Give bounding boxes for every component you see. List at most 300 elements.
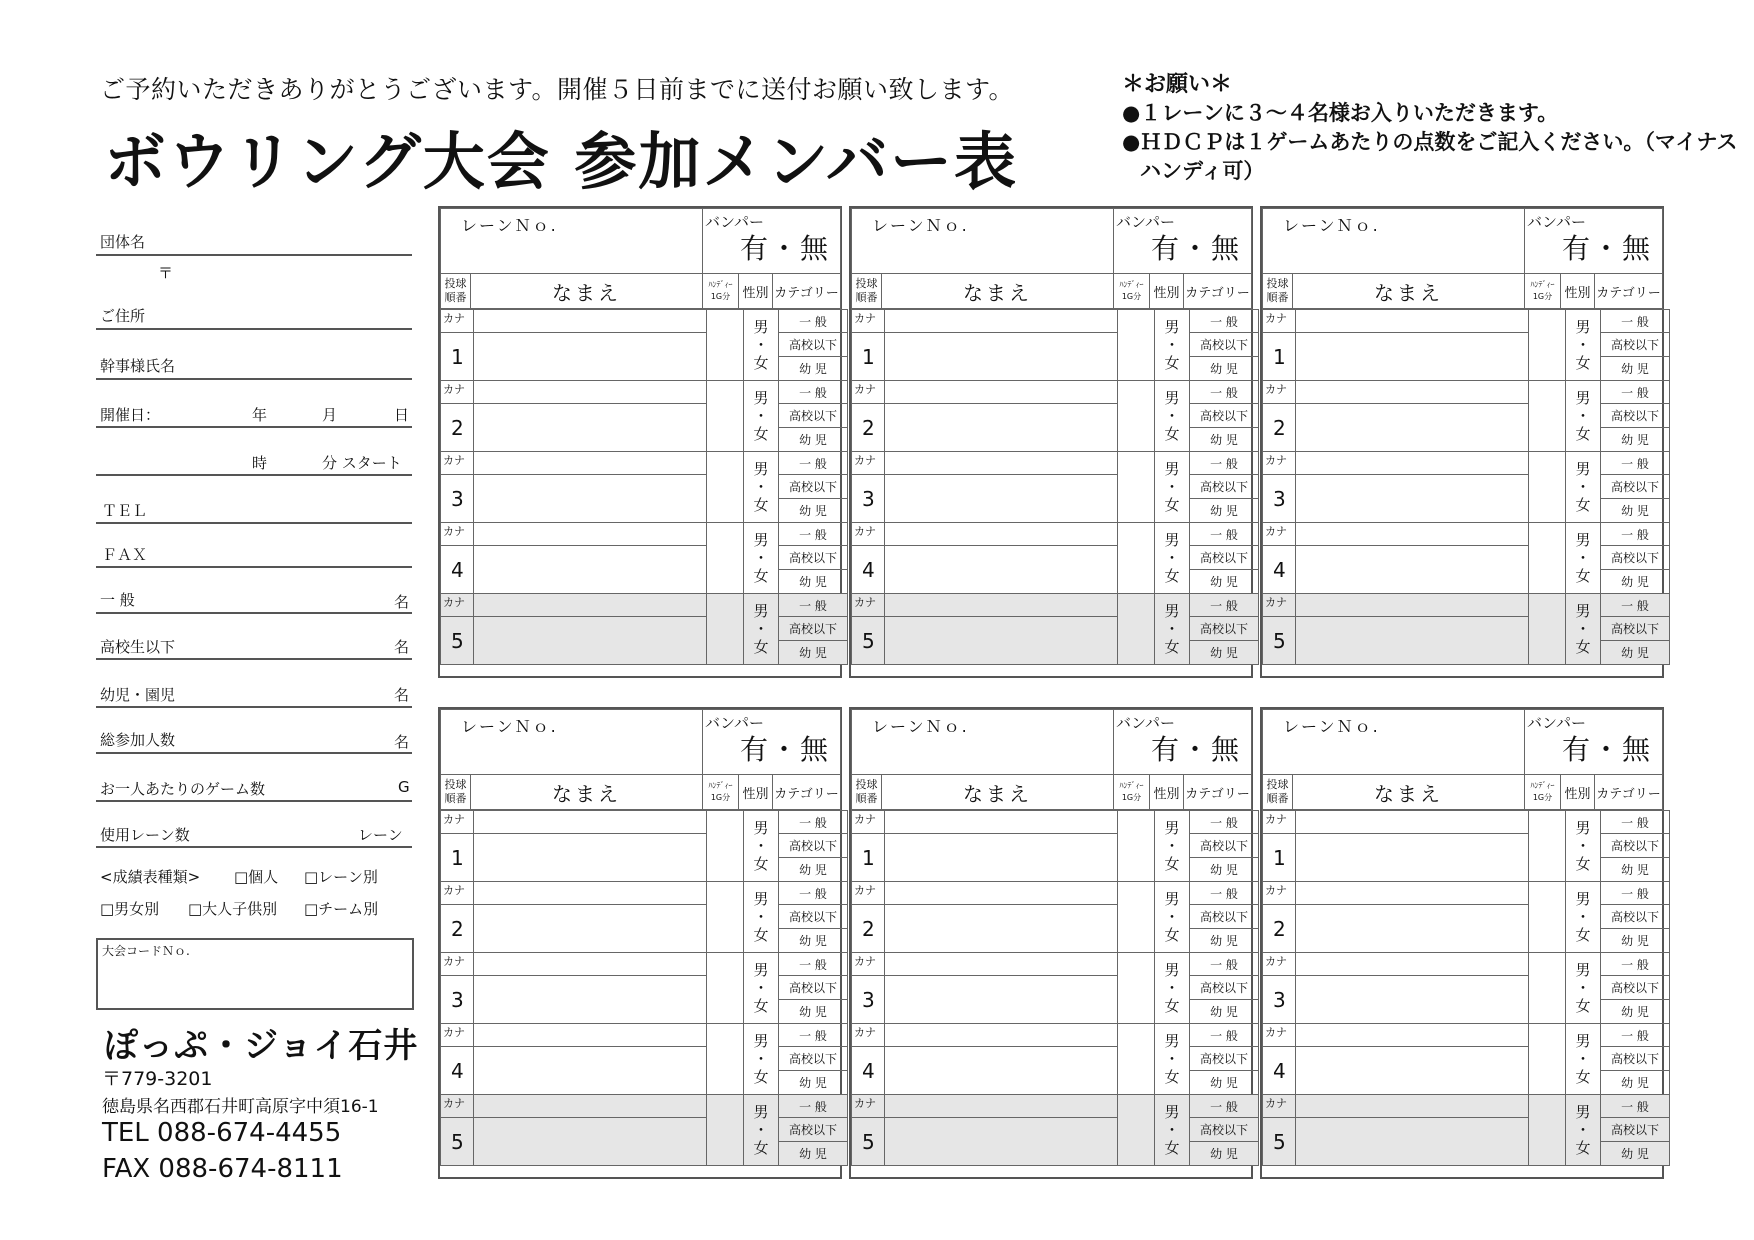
cat-highschool[interactable]: 高校以下 bbox=[779, 475, 848, 499]
kana-input[interactable] bbox=[474, 381, 707, 404]
cat-child[interactable]: 幼 児 bbox=[1190, 357, 1259, 381]
cat-highschool[interactable]: 高校以下 bbox=[779, 333, 848, 357]
total-count-field[interactable] bbox=[96, 752, 412, 754]
sex-select[interactable] bbox=[1566, 882, 1601, 953]
sex-select[interactable] bbox=[1155, 953, 1190, 1024]
cat-highschool[interactable]: 高校以下 bbox=[1190, 976, 1259, 1000]
lane-no-cell[interactable] bbox=[1263, 209, 1525, 274]
cat-highschool[interactable]: 高校以下 bbox=[1190, 546, 1259, 570]
name-input[interactable] bbox=[1296, 617, 1529, 665]
order-number: 4 bbox=[852, 546, 885, 594]
sex-select[interactable] bbox=[744, 452, 779, 523]
handicap-input[interactable] bbox=[707, 811, 744, 882]
kana-input[interactable] bbox=[474, 1024, 707, 1047]
name-input[interactable] bbox=[474, 546, 707, 594]
cat-highschool[interactable]: 高校以下 bbox=[1601, 475, 1670, 499]
sex-select[interactable] bbox=[1566, 452, 1601, 523]
handicap-input[interactable] bbox=[707, 381, 744, 452]
bumper-cell[interactable] bbox=[1114, 209, 1252, 274]
cat-general[interactable]: 一 般 bbox=[1190, 594, 1259, 617]
male-option: 男 bbox=[753, 1032, 769, 1050]
name-input[interactable] bbox=[885, 834, 1118, 882]
hour-label: 時 bbox=[252, 454, 268, 472]
year-label: 年 bbox=[252, 406, 268, 424]
cat-highschool[interactable]: 高校以下 bbox=[1190, 1047, 1259, 1071]
cat-child[interactable]: 幼 児 bbox=[1601, 1142, 1670, 1166]
sex-select[interactable] bbox=[744, 594, 779, 665]
kana-input[interactable] bbox=[885, 310, 1118, 333]
kana-input[interactable] bbox=[1296, 1095, 1529, 1118]
tournament-code-box[interactable] bbox=[96, 938, 414, 1010]
sex-select[interactable] bbox=[744, 1095, 779, 1166]
name-input[interactable] bbox=[885, 333, 1118, 381]
kana-input[interactable] bbox=[885, 381, 1118, 404]
cat-general[interactable]: 一 般 bbox=[779, 811, 848, 834]
player-row-2 bbox=[441, 381, 848, 452]
cat-general[interactable]: 一 般 bbox=[779, 953, 848, 976]
kana-input[interactable] bbox=[474, 953, 707, 976]
cat-general[interactable]: 一 般 bbox=[1601, 523, 1670, 546]
check-lane[interactable]: □レーン別 bbox=[304, 868, 378, 886]
lane-no-cell[interactable] bbox=[852, 710, 1114, 775]
handicap-header: ﾊﾝﾃﾞｨｰ1G分 bbox=[1114, 775, 1150, 810]
sex-select[interactable] bbox=[1566, 310, 1601, 381]
report-types-label: <成績表種類> bbox=[100, 868, 201, 886]
cat-highschool[interactable]: 高校以下 bbox=[1601, 1118, 1670, 1142]
name-input[interactable] bbox=[1296, 834, 1529, 882]
handicap-input[interactable] bbox=[707, 452, 744, 523]
handicap-input[interactable] bbox=[1118, 523, 1155, 594]
kana-input[interactable] bbox=[1296, 953, 1529, 976]
sex-select[interactable] bbox=[744, 953, 779, 1024]
name-input[interactable] bbox=[474, 1118, 707, 1166]
cat-child[interactable]: 幼 児 bbox=[779, 929, 848, 953]
cat-child[interactable]: 幼 児 bbox=[1601, 499, 1670, 523]
handicap-input[interactable] bbox=[707, 310, 744, 381]
sex-select[interactable] bbox=[1155, 523, 1190, 594]
handicap-input[interactable] bbox=[1529, 381, 1566, 452]
order-number: 4 bbox=[441, 1047, 474, 1095]
kana-input[interactable] bbox=[474, 882, 707, 905]
sex-select[interactable] bbox=[744, 811, 779, 882]
cat-child[interactable]: 幼 児 bbox=[1190, 1071, 1259, 1095]
name-input[interactable] bbox=[1296, 546, 1529, 594]
kana-input[interactable] bbox=[474, 811, 707, 834]
check-adult-child[interactable]: □大人子供別 bbox=[188, 900, 278, 918]
kana-label: カナ bbox=[1263, 523, 1296, 546]
cat-general[interactable]: 一 般 bbox=[1190, 452, 1259, 475]
cat-general[interactable]: 一 般 bbox=[1601, 452, 1670, 475]
cat-child[interactable]: 幼 児 bbox=[1601, 641, 1670, 665]
kana-input[interactable] bbox=[1296, 882, 1529, 905]
cat-highschool[interactable]: 高校以下 bbox=[1601, 404, 1670, 428]
cat-child[interactable]: 幼 児 bbox=[779, 1000, 848, 1024]
kana-input[interactable] bbox=[1296, 523, 1529, 546]
kana-input[interactable] bbox=[474, 594, 707, 617]
kana-input[interactable] bbox=[1296, 1024, 1529, 1047]
name-input[interactable] bbox=[474, 475, 707, 523]
cat-general[interactable]: 一 般 bbox=[1190, 811, 1259, 834]
sex-select[interactable] bbox=[1566, 811, 1601, 882]
cat-highschool[interactable]: 高校以下 bbox=[779, 617, 848, 641]
cat-general[interactable]: 一 般 bbox=[779, 1024, 848, 1047]
cat-general[interactable]: 一 般 bbox=[779, 1095, 848, 1118]
group-field[interactable] bbox=[96, 254, 412, 256]
address-field[interactable] bbox=[96, 328, 412, 330]
cat-general[interactable]: 一 般 bbox=[1601, 594, 1670, 617]
cat-child[interactable]: 幼 児 bbox=[1601, 357, 1670, 381]
cat-child[interactable]: 幼 児 bbox=[1190, 929, 1259, 953]
store-address: 徳島県名西郡石井町高原字中須16-1 bbox=[102, 1097, 379, 1117]
name-input[interactable] bbox=[885, 1047, 1118, 1095]
bumper-cell[interactable] bbox=[703, 209, 841, 274]
cat-child[interactable]: 幼 児 bbox=[1190, 570, 1259, 594]
cat-highschool[interactable]: 高校以下 bbox=[779, 1047, 848, 1071]
kana-input[interactable] bbox=[885, 1024, 1118, 1047]
kana-input[interactable] bbox=[474, 310, 707, 333]
bumper-cell[interactable] bbox=[1525, 209, 1663, 274]
handicap-input[interactable] bbox=[1118, 1095, 1155, 1166]
cat-general[interactable]: 一 般 bbox=[1601, 1024, 1670, 1047]
cat-child[interactable]: 幼 児 bbox=[779, 357, 848, 381]
bumper-cell[interactable] bbox=[1114, 710, 1252, 775]
kana-input[interactable] bbox=[885, 882, 1118, 905]
cat-child[interactable]: 幼 児 bbox=[1601, 1071, 1670, 1095]
kana-input[interactable] bbox=[885, 452, 1118, 475]
cat-general[interactable]: 一 般 bbox=[779, 381, 848, 404]
cat-child[interactable]: 幼 児 bbox=[1190, 499, 1259, 523]
handicap-input[interactable] bbox=[707, 594, 744, 665]
player-row-1 bbox=[441, 811, 848, 882]
kana-label: カナ bbox=[1263, 452, 1296, 475]
player-row-3 bbox=[1263, 452, 1670, 523]
sex-select[interactable] bbox=[1155, 381, 1190, 452]
name-input[interactable] bbox=[885, 905, 1118, 953]
name-input[interactable] bbox=[885, 475, 1118, 523]
bumper-label: バンパー bbox=[1116, 213, 1175, 231]
cat-general[interactable]: 一 般 bbox=[1190, 1024, 1259, 1047]
handicap-input[interactable] bbox=[707, 882, 744, 953]
lane-no-cell[interactable] bbox=[441, 209, 703, 274]
name-input[interactable] bbox=[474, 1047, 707, 1095]
cat-child[interactable]: 幼 児 bbox=[1190, 858, 1259, 882]
sex-select[interactable] bbox=[744, 381, 779, 452]
cat-child[interactable]: 幼 児 bbox=[1601, 1000, 1670, 1024]
cat-highschool[interactable]: 高校以下 bbox=[1601, 834, 1670, 858]
sex-select[interactable] bbox=[1155, 310, 1190, 381]
kana-input[interactable] bbox=[474, 452, 707, 475]
player-row-5 bbox=[1263, 1095, 1670, 1166]
cat-child[interactable]: 幼 児 bbox=[1190, 428, 1259, 452]
sex-select[interactable] bbox=[1155, 452, 1190, 523]
lane-no-label: レーンＮｏ. bbox=[1283, 216, 1380, 235]
sex-select[interactable] bbox=[744, 523, 779, 594]
cat-highschool[interactable]: 高校以下 bbox=[1190, 1118, 1259, 1142]
handicap-input[interactable] bbox=[1529, 953, 1566, 1024]
cat-child[interactable]: 幼 児 bbox=[779, 1142, 848, 1166]
female-option: 女 bbox=[1164, 1139, 1180, 1157]
kana-input[interactable] bbox=[885, 594, 1118, 617]
cat-general[interactable]: 一 般 bbox=[1190, 310, 1259, 333]
handicap-input[interactable] bbox=[1118, 452, 1155, 523]
name-input[interactable] bbox=[885, 617, 1118, 665]
player-row-3 bbox=[1263, 953, 1670, 1024]
player-row-3 bbox=[852, 452, 1259, 523]
handicap-input[interactable] bbox=[1118, 882, 1155, 953]
name-input[interactable] bbox=[1296, 976, 1529, 1024]
male-option: 男 bbox=[1164, 890, 1180, 908]
name-input[interactable] bbox=[885, 1118, 1118, 1166]
kana-input[interactable] bbox=[885, 1095, 1118, 1118]
sex-select[interactable] bbox=[1566, 523, 1601, 594]
cat-highschool[interactable]: 高校以下 bbox=[1601, 976, 1670, 1000]
male-option: 男 bbox=[1575, 1103, 1591, 1121]
cat-general[interactable]: 一 般 bbox=[1190, 523, 1259, 546]
cat-general[interactable]: 一 般 bbox=[779, 882, 848, 905]
female-option: 女 bbox=[1575, 1139, 1591, 1157]
sex-select[interactable] bbox=[1155, 882, 1190, 953]
cat-highschool[interactable]: 高校以下 bbox=[1601, 333, 1670, 357]
handicap-input[interactable] bbox=[1529, 523, 1566, 594]
name-input[interactable] bbox=[885, 976, 1118, 1024]
name-input[interactable] bbox=[474, 905, 707, 953]
cat-general[interactable]: 一 般 bbox=[779, 310, 848, 333]
name-input[interactable] bbox=[1296, 1047, 1529, 1095]
cat-child[interactable]: 幼 児 bbox=[779, 499, 848, 523]
cat-general[interactable]: 一 般 bbox=[1601, 381, 1670, 404]
lane-no-cell[interactable] bbox=[852, 209, 1114, 274]
name-input[interactable] bbox=[885, 404, 1118, 452]
name-input[interactable] bbox=[474, 834, 707, 882]
kana-input[interactable] bbox=[885, 523, 1118, 546]
sex-select[interactable] bbox=[1566, 1095, 1601, 1166]
handicap-input[interactable] bbox=[1529, 310, 1566, 381]
cat-general[interactable]: 一 般 bbox=[779, 452, 848, 475]
player-rows bbox=[1262, 810, 1670, 1166]
bumper-cell[interactable] bbox=[703, 710, 841, 775]
cat-child[interactable]: 幼 児 bbox=[779, 858, 848, 882]
cat-general[interactable]: 一 般 bbox=[779, 523, 848, 546]
cat-general[interactable]: 一 般 bbox=[779, 594, 848, 617]
cat-highschool[interactable]: 高校以下 bbox=[779, 1118, 848, 1142]
check-gender[interactable]: □男女別 bbox=[100, 900, 160, 918]
handicap-input[interactable] bbox=[1118, 381, 1155, 452]
name-input[interactable] bbox=[1296, 404, 1529, 452]
cat-general[interactable]: 一 般 bbox=[1190, 1095, 1259, 1118]
player-row-5 bbox=[1263, 594, 1670, 665]
sex-select[interactable] bbox=[1155, 811, 1190, 882]
sex-header: 性別 bbox=[1150, 274, 1184, 309]
dot-separator: ・ bbox=[1575, 1121, 1591, 1139]
handicap-input[interactable] bbox=[1118, 811, 1155, 882]
kana-input[interactable] bbox=[1296, 452, 1529, 475]
name-header: なまえ bbox=[882, 775, 1114, 810]
child-count-label: 幼児・園児 bbox=[100, 686, 176, 704]
sex-select[interactable] bbox=[1155, 1024, 1190, 1095]
dot-separator: ・ bbox=[753, 336, 769, 354]
name-input[interactable] bbox=[1296, 1118, 1529, 1166]
sex-select[interactable] bbox=[1155, 1095, 1190, 1166]
kana-input[interactable] bbox=[474, 1095, 707, 1118]
sex-select[interactable] bbox=[1566, 953, 1601, 1024]
order-number: 2 bbox=[441, 404, 474, 452]
male-option: 男 bbox=[1575, 531, 1591, 549]
handicap-input[interactable] bbox=[1118, 953, 1155, 1024]
handicap-input[interactable] bbox=[1529, 1095, 1566, 1166]
player-row-2 bbox=[1263, 381, 1670, 452]
cat-highschool[interactable]: 高校以下 bbox=[1190, 475, 1259, 499]
cat-highschool[interactable]: 高校以下 bbox=[779, 976, 848, 1000]
sex-select[interactable] bbox=[744, 1024, 779, 1095]
cat-general[interactable]: 一 般 bbox=[1601, 882, 1670, 905]
female-option: 女 bbox=[1575, 997, 1591, 1015]
cat-highschool[interactable]: 高校以下 bbox=[1190, 834, 1259, 858]
store-name: ぽっぷ・ジョイ石井 bbox=[104, 1026, 419, 1066]
handicap-input[interactable] bbox=[1118, 1024, 1155, 1095]
name-input[interactable] bbox=[474, 404, 707, 452]
lane-no-cell[interactable] bbox=[441, 710, 703, 775]
check-team[interactable]: □チーム別 bbox=[304, 900, 379, 918]
cat-general[interactable]: 一 般 bbox=[1601, 310, 1670, 333]
kana-input[interactable] bbox=[1296, 811, 1529, 834]
name-input[interactable] bbox=[1296, 333, 1529, 381]
player-row-1 bbox=[1263, 811, 1670, 882]
handicap-input[interactable] bbox=[707, 1024, 744, 1095]
female-option: 女 bbox=[1575, 855, 1591, 873]
organizer-field[interactable] bbox=[96, 378, 412, 380]
kana-input[interactable] bbox=[1296, 381, 1529, 404]
category-header: カテゴリー bbox=[1595, 775, 1663, 810]
handicap-input[interactable] bbox=[1118, 310, 1155, 381]
dot-separator: ・ bbox=[753, 1121, 769, 1139]
cat-highschool[interactable]: 高校以下 bbox=[1601, 1047, 1670, 1071]
tel-field[interactable] bbox=[96, 522, 412, 524]
handicap-input[interactable] bbox=[1529, 594, 1566, 665]
kana-label: カナ bbox=[1263, 310, 1296, 333]
female-option: 女 bbox=[753, 496, 769, 514]
handicap-input[interactable] bbox=[1529, 1024, 1566, 1095]
order-number: 4 bbox=[441, 546, 474, 594]
general-count-field[interactable] bbox=[96, 612, 412, 614]
cat-general[interactable]: 一 般 bbox=[1190, 381, 1259, 404]
sex-select[interactable] bbox=[744, 882, 779, 953]
handicap-input[interactable] bbox=[707, 953, 744, 1024]
cat-highschool[interactable]: 高校以下 bbox=[1601, 546, 1670, 570]
cat-highschool[interactable]: 高校以下 bbox=[1190, 905, 1259, 929]
cat-highschool[interactable]: 高校以下 bbox=[779, 834, 848, 858]
bumper-cell[interactable] bbox=[1525, 710, 1663, 775]
sex-select[interactable] bbox=[1566, 1024, 1601, 1095]
male-option: 男 bbox=[1164, 1032, 1180, 1050]
order-number: 3 bbox=[441, 475, 474, 523]
sex-select[interactable] bbox=[744, 310, 779, 381]
cat-highschool[interactable]: 高校以下 bbox=[779, 546, 848, 570]
fax-field[interactable] bbox=[96, 566, 412, 568]
handicap-input[interactable] bbox=[707, 523, 744, 594]
kana-input[interactable] bbox=[885, 811, 1118, 834]
cat-child[interactable]: 幼 児 bbox=[1190, 641, 1259, 665]
check-individual[interactable]: □個人 bbox=[234, 868, 279, 886]
cat-highschool[interactable]: 高校以下 bbox=[1601, 905, 1670, 929]
games-field[interactable] bbox=[96, 800, 412, 802]
child-count-field[interactable] bbox=[96, 706, 412, 708]
cat-child[interactable]: 幼 児 bbox=[779, 641, 848, 665]
handicap-input[interactable] bbox=[1529, 811, 1566, 882]
player-rows bbox=[851, 810, 1259, 1166]
name-input[interactable] bbox=[1296, 475, 1529, 523]
cat-child[interactable]: 幼 児 bbox=[779, 570, 848, 594]
cat-general[interactable]: 一 般 bbox=[1601, 1095, 1670, 1118]
dot-separator: ・ bbox=[1575, 336, 1591, 354]
lane-no-label: レーンＮｏ. bbox=[1283, 717, 1380, 736]
lane-no-cell[interactable] bbox=[1263, 710, 1525, 775]
sex-select[interactable] bbox=[1155, 594, 1190, 665]
name-input[interactable] bbox=[474, 976, 707, 1024]
cat-child[interactable]: 幼 児 bbox=[779, 428, 848, 452]
cat-highschool[interactable]: 高校以下 bbox=[1190, 333, 1259, 357]
cat-general[interactable]: 一 般 bbox=[1601, 953, 1670, 976]
time-field[interactable] bbox=[96, 474, 412, 476]
cat-general[interactable]: 一 般 bbox=[1190, 882, 1259, 905]
kana-input[interactable] bbox=[1296, 310, 1529, 333]
month-label: 月 bbox=[322, 406, 338, 424]
kana-input[interactable] bbox=[474, 523, 707, 546]
cat-highschool[interactable]: 高校以下 bbox=[779, 404, 848, 428]
name-input[interactable] bbox=[1296, 905, 1529, 953]
bumper-value: 有・無 bbox=[1562, 733, 1653, 766]
handicap-input[interactable] bbox=[1118, 594, 1155, 665]
cat-child[interactable]: 幼 児 bbox=[1601, 858, 1670, 882]
kana-label: カナ bbox=[1263, 882, 1296, 905]
name-input[interactable] bbox=[474, 617, 707, 665]
male-option: 男 bbox=[1164, 531, 1180, 549]
dot-separator: ・ bbox=[1164, 336, 1180, 354]
bumper-value: 有・無 bbox=[740, 232, 831, 265]
date-field[interactable] bbox=[96, 426, 412, 428]
female-option: 女 bbox=[1575, 496, 1591, 514]
kana-input[interactable] bbox=[885, 953, 1118, 976]
cat-child[interactable]: 幼 児 bbox=[1601, 428, 1670, 452]
sex-select[interactable] bbox=[1566, 594, 1601, 665]
cat-child[interactable]: 幼 児 bbox=[1601, 929, 1670, 953]
cat-highschool[interactable]: 高校以下 bbox=[1190, 404, 1259, 428]
highschool-count-field[interactable] bbox=[96, 658, 412, 660]
kana-input[interactable] bbox=[1296, 594, 1529, 617]
handicap-input[interactable] bbox=[1529, 452, 1566, 523]
cat-child[interactable]: 幼 児 bbox=[1190, 1142, 1259, 1166]
cat-child[interactable]: 幼 児 bbox=[1601, 570, 1670, 594]
kana-label: カナ bbox=[852, 1024, 885, 1047]
lanes-field[interactable] bbox=[96, 846, 412, 848]
order-number: 1 bbox=[852, 834, 885, 882]
male-option: 男 bbox=[753, 460, 769, 478]
handicap-input[interactable] bbox=[707, 1095, 744, 1166]
cat-child[interactable]: 幼 児 bbox=[1190, 1000, 1259, 1024]
cat-general[interactable]: 一 般 bbox=[1190, 953, 1259, 976]
sex-select[interactable] bbox=[1566, 381, 1601, 452]
cat-highschool[interactable]: 高校以下 bbox=[1190, 617, 1259, 641]
handicap-input[interactable] bbox=[1529, 882, 1566, 953]
kana-label: カナ bbox=[441, 882, 474, 905]
cat-child[interactable]: 幼 児 bbox=[779, 1071, 848, 1095]
order-number: 3 bbox=[1263, 475, 1296, 523]
dot-separator: ・ bbox=[1164, 979, 1180, 997]
name-input[interactable] bbox=[474, 333, 707, 381]
cat-highschool[interactable]: 高校以下 bbox=[1601, 617, 1670, 641]
name-input[interactable] bbox=[885, 546, 1118, 594]
cat-general[interactable]: 一 般 bbox=[1601, 811, 1670, 834]
cat-highschool[interactable]: 高校以下 bbox=[779, 905, 848, 929]
